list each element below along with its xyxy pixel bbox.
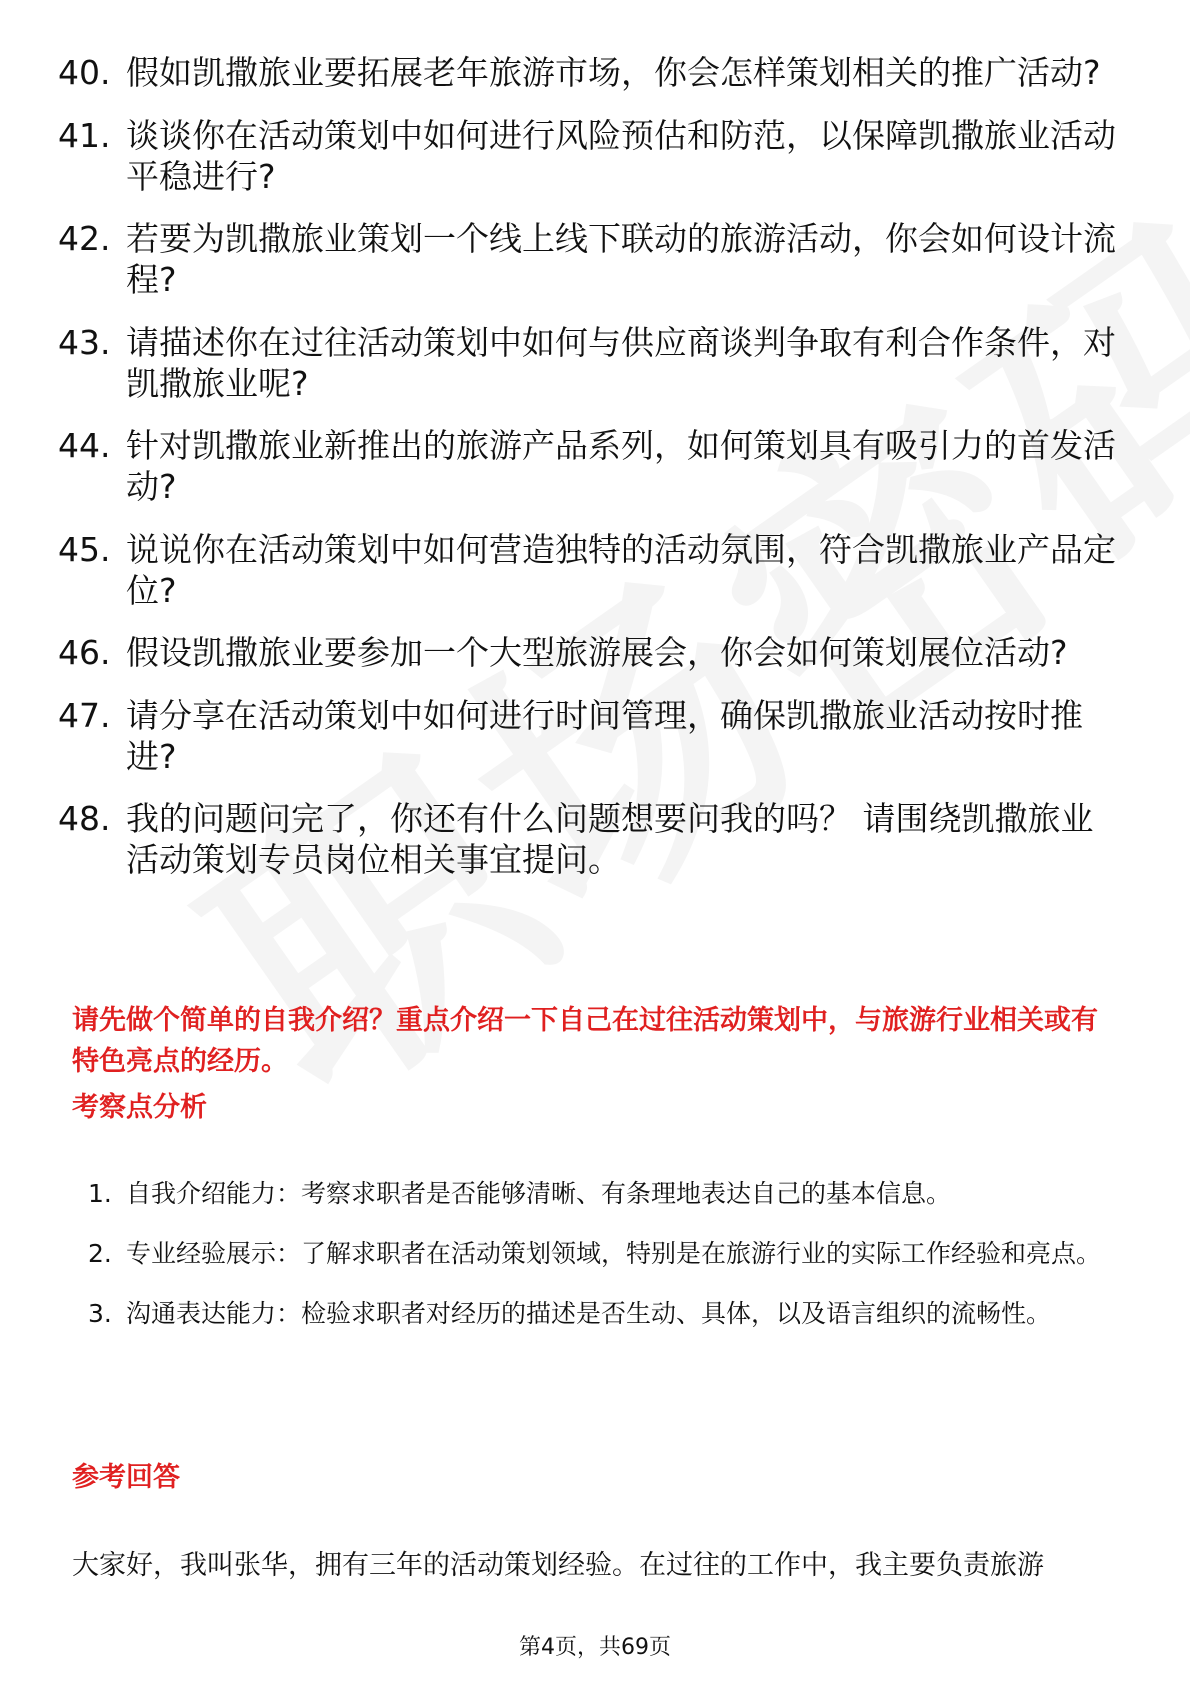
list-item [58, 322, 1118, 404]
answer-heading: 参考回答 [72, 1462, 180, 1493]
question-text: 针对凯撒旅业新推出的旅游产品系列，如何策划具有吸引力的首发活动? [126, 426, 1116, 506]
question-number: 48. [58, 799, 111, 838]
analysis-text: 自我介绍能力：考察求职者是否能够清晰、有条理地表达自己的基本信息。 [126, 1179, 952, 1208]
list-item [58, 632, 1118, 673]
list-item [58, 218, 1118, 300]
list-item [58, 529, 1118, 611]
question-text: 请分享在活动策划中如何进行时间管理，确保凯撒旅业活动按时推进? [126, 695, 1083, 776]
question-number: 45. [58, 529, 111, 569]
question-text: 我的问题问完了，你还有什么问题想要问我的吗？ 请围绕凯撒旅业活动策划专员岗位相关事宜提问。 [126, 799, 1094, 879]
question-number: 44. [58, 426, 111, 465]
question-number: 42. [58, 219, 111, 258]
analysis-text: 专业经验展示：了解求职者在活动策划领域，特别是在旅游行业的实际工作经验和亮点。 [126, 1239, 1102, 1268]
page-footer: 第4页，共69页 [519, 1635, 671, 1660]
list-item [58, 425, 1118, 507]
analysis-text: 沟通表达能力：检验求职者对经历的描述是否生动、具体，以及语言组织的流畅性。 [126, 1299, 1052, 1328]
list-item [58, 52, 1118, 93]
question-text: 请描述你在过往活动策划中如何与供应商谈判争取有利合作条件，对凯撒旅业呢? [126, 322, 1116, 403]
list-item [58, 115, 1118, 197]
question-text: 若要为凯撒旅业策划一个线上线下联动的旅游活动，你会如何设计流程? [126, 219, 1116, 299]
question-list [58, 52, 1118, 902]
answer-text: 大家好，我叫张华，拥有三年的活动策划经验。在过往的工作中，我主要负责旅游 [72, 1550, 1044, 1581]
question-number: 40. [58, 53, 111, 92]
question-text: 谈谈你在活动策划中如何进行风险预估和防范，以保障凯撒旅业活动平稳进行? [126, 115, 1116, 196]
analysis-number: 2. [88, 1239, 112, 1268]
question-number: 47. [58, 695, 111, 735]
analysis-heading: 考察点分析 [72, 1092, 207, 1123]
question-text: 说说你在活动策划中如何营造独特的活动氛围，符合凯撒旅业产品定位? [126, 529, 1116, 610]
question-number: 43. [58, 322, 111, 362]
list-item [88, 1288, 1118, 1340]
analysis-list [88, 1168, 1118, 1348]
section-title: 请先做个简单的自我介绍？重点介绍一下自己在过往活动策划中，与旅游行业相关或有特色亮点的经历。 [72, 1005, 1098, 1077]
list-item [58, 695, 1118, 777]
analysis-number: 3. [88, 1299, 112, 1328]
list-item [58, 798, 1118, 880]
question-text: 假设凯撒旅业要参加一个大型旅游展会，你会如何策划展位活动? [126, 633, 1068, 672]
list-item [88, 1228, 1118, 1280]
list-item [88, 1168, 1118, 1220]
question-number: 41. [58, 115, 111, 155]
question-text: 假如凯撒旅业要拓展老年旅游市场，你会怎样策划相关的推广活动? [126, 53, 1101, 92]
question-number: 46. [58, 633, 111, 672]
analysis-number: 1. [88, 1179, 112, 1208]
